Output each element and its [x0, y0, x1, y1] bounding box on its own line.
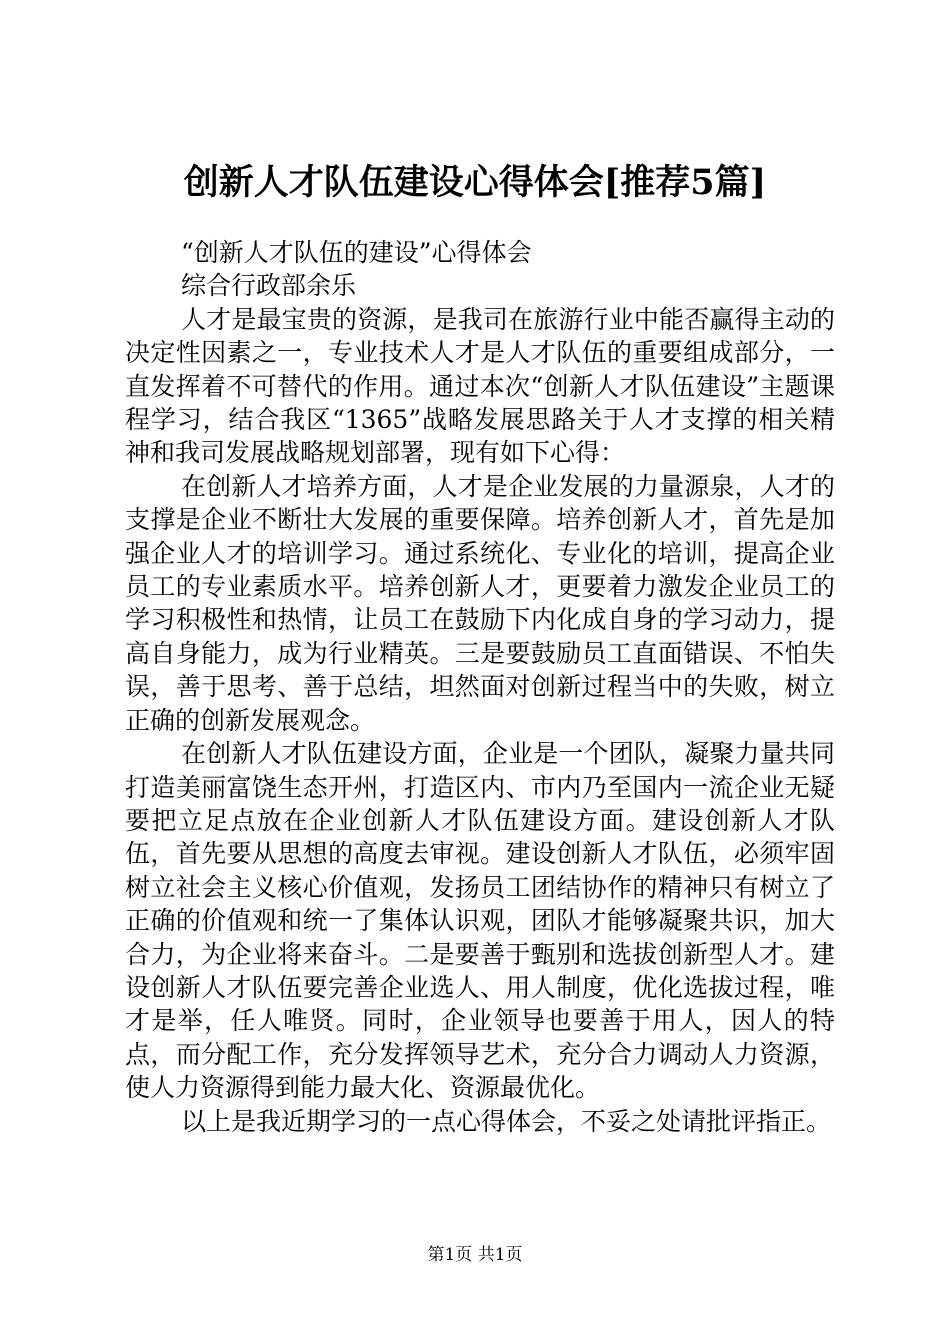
author-line: 综合行政部余乐: [181, 271, 357, 301]
page-footer: 第1页 共1页: [427, 1245, 523, 1265]
paragraph-2: 在创新人才培养方面，人才是企业发展的力量源泉，人才的支撑是企业不断壮大发展的重要保障。培养创新人才，首先是加强企业人才的培训学习。通过系统化、专业化的培训，提高企业员工的专业素质水平。培养创新人才，更要着力激发企业员工的学习积极性和热情，让员工在鼓励下内化成自身的学习动力，提高自身能力，成为行业精英。三是要鼓励员工直面错误、不怕失误，善于思考、善于总结，坦然面对创新过程当中的失败，树立正确的创新发展观念。: [125, 471, 835, 735]
document-title: 创新人才队伍建设心得体会[推荐5篇]: [183, 162, 767, 203]
document-subtitle: “创新人才队伍的建设”心得体会: [181, 238, 532, 267]
paragraph-1: 人才是最宝贵的资源，是我司在旅游行业中能否赢得主动的决定性因素之一，专业技术人才是人才队伍的重要组成部分，一直发挥着不可替代的作用。通过本次“创新人才队伍建设”主题课程学习，结合我区“1365”战略发展思路关于人才支撑的相关精神和我司发展战略规划部署，现有如下心得：: [125, 304, 835, 468]
paragraph-3: 在创新人才队伍建设方面，企业是一个团队，凝聚力量共同打造美丽富饶生态开州，打造区内、市内乃至国内一流企业无疑要把立足点放在企业创新人才队伍建设方面。建设创新人才队伍，首先要从思想的高度去审视。建设创新人才队伍，必须牢固树立社会主义核心价值观，发扬员工团结协作的精神只有树立了正确的价值观和统一了集体认识观，团队才能够凝聚共识，加大合力，为企业将来奋斗。二是要善于甄别和选拔创新型人才。建设创新人才队伍要完善企业选人、用人制度，优化选拔过程，唯才是举，任人唯贤。同时，企业领导也要善于用人，因人的特点，而分配工作，充分发挥领导艺术，充分合力调动人力资源，使人力资源得到能力最大化、资源最优化。: [125, 739, 835, 1103]
paragraph-4: 以上是我近期学习的一点心得体会，不妥之处请批评指正。: [181, 1106, 832, 1136]
document-body: [125, 236, 835, 1138]
